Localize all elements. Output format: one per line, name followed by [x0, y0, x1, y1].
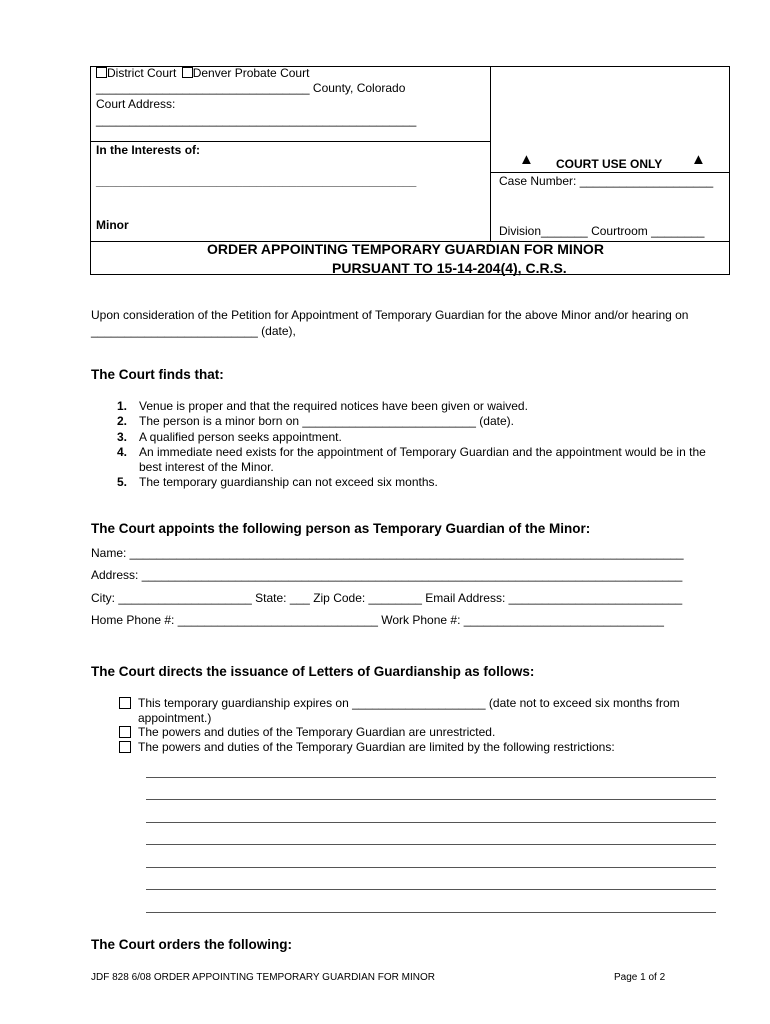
district-court-checkbox[interactable] [96, 67, 107, 78]
denver-probate-checkbox[interactable] [182, 67, 193, 78]
arrow-up-right-icon: ▲ [691, 151, 706, 168]
interests-of-label: In the Interests of: [96, 143, 201, 157]
county-line[interactable]: ________________________________ County, Colorado [96, 81, 406, 95]
guardian-phone-field[interactable]: Home Phone #: ______________________________ Work Phone #: ______________________________ [91, 613, 664, 627]
footer-form-id: JDF 828 6/08 ORDER APPOINTING TEMPORARY GUARDIAN FOR MINOR [91, 972, 435, 983]
restriction-line[interactable] [146, 867, 716, 868]
denver-probate-label: Denver Probate Court [192, 66, 310, 80]
finding-item-continued: best interest of the Minor. [139, 460, 274, 474]
court-type-row [96, 66, 309, 80]
appoints-heading: The Court appoints the following person as Temporary Guardian of the Minor: [91, 521, 591, 536]
interests-divider [90, 141, 490, 142]
division-courtroom-field[interactable]: Division_______ Courtroom ________ [499, 224, 705, 238]
expiration-option-line-2: appointment.) [138, 711, 212, 725]
finding-item: 1. Venue is proper and that the required notices have been given or waived. [117, 399, 528, 413]
party-name-field[interactable]: ________________________________________________ [96, 174, 417, 188]
caption-divider-vertical [490, 66, 491, 241]
finding-item: 5. The temporary guardianship can not exceed six months. [117, 475, 438, 489]
restriction-line[interactable] [146, 822, 716, 823]
court-use-only-label: COURT USE ONLY [556, 157, 663, 171]
minor-label: Minor [96, 218, 129, 232]
orders-heading: The Court orders the following: [91, 937, 292, 952]
title-line-2: PURSUANT TO 15-14-204(4), C.R.S. [332, 260, 567, 276]
restriction-line[interactable] [146, 912, 716, 913]
letters-heading: The Court directs the issuance of Letters of Guardianship as follows: [91, 664, 535, 679]
findings-heading: The Court finds that: [91, 367, 224, 382]
title-line-1: ORDER APPOINTING TEMPORARY GUARDIAN FOR MINOR [207, 241, 604, 257]
intro-line-1: Upon consideration of the Petition for Appointment of Temporary Guardian for the above Minor and/or hearing on [91, 308, 689, 322]
unrestricted-checkbox[interactable] [119, 726, 131, 738]
district-court-label: District Court [107, 66, 177, 80]
footer-page-number: Page 1 of 2 [614, 972, 666, 983]
finding-item-birthdate[interactable]: 2. The person is a minor born on __________________________ (date). [117, 414, 514, 428]
expiration-option-line-1[interactable]: This temporary guardianship expires on ____________________ (date not to exceed six months from [138, 696, 680, 710]
guardian-address-field[interactable]: Address: _________________________________________________________________________________ [91, 568, 683, 582]
expiration-checkbox[interactable] [119, 697, 131, 709]
case-number-field[interactable]: Case Number: ____________________ [499, 174, 714, 188]
finding-item: 4. An immediate need exists for the appointment of Temporary Guardian and the appointment would be in the [117, 445, 706, 459]
unrestricted-option-label: The powers and duties of the Temporary Guardian are unrestricted. [138, 725, 496, 739]
restricted-checkbox[interactable] [119, 741, 131, 753]
restriction-line[interactable] [146, 799, 716, 800]
restricted-option-label: The powers and duties of the Temporary Guardian are limited by the following restrictions: [138, 740, 615, 754]
guardian-name-field[interactable]: Name: ___________________________________________________________________________________ [91, 546, 684, 560]
court-address-field[interactable]: ________________________________________________ [96, 113, 417, 127]
finding-item: 3. A qualified person seeks appointment. [117, 430, 342, 444]
hearing-date-field[interactable]: _________________________ (date), [91, 324, 296, 338]
guardian-city-state-zip-email-field[interactable]: City: ____________________ State: ___ Zip Code: ________ Email Address: __________________________ [91, 591, 683, 605]
arrow-up-left-icon: ▲ [519, 151, 534, 168]
restriction-line[interactable] [146, 889, 716, 890]
court-address-label: Court Address: [96, 97, 176, 111]
restriction-line[interactable] [146, 777, 716, 778]
court-use-divider [490, 172, 730, 173]
restriction-line[interactable] [146, 844, 716, 845]
